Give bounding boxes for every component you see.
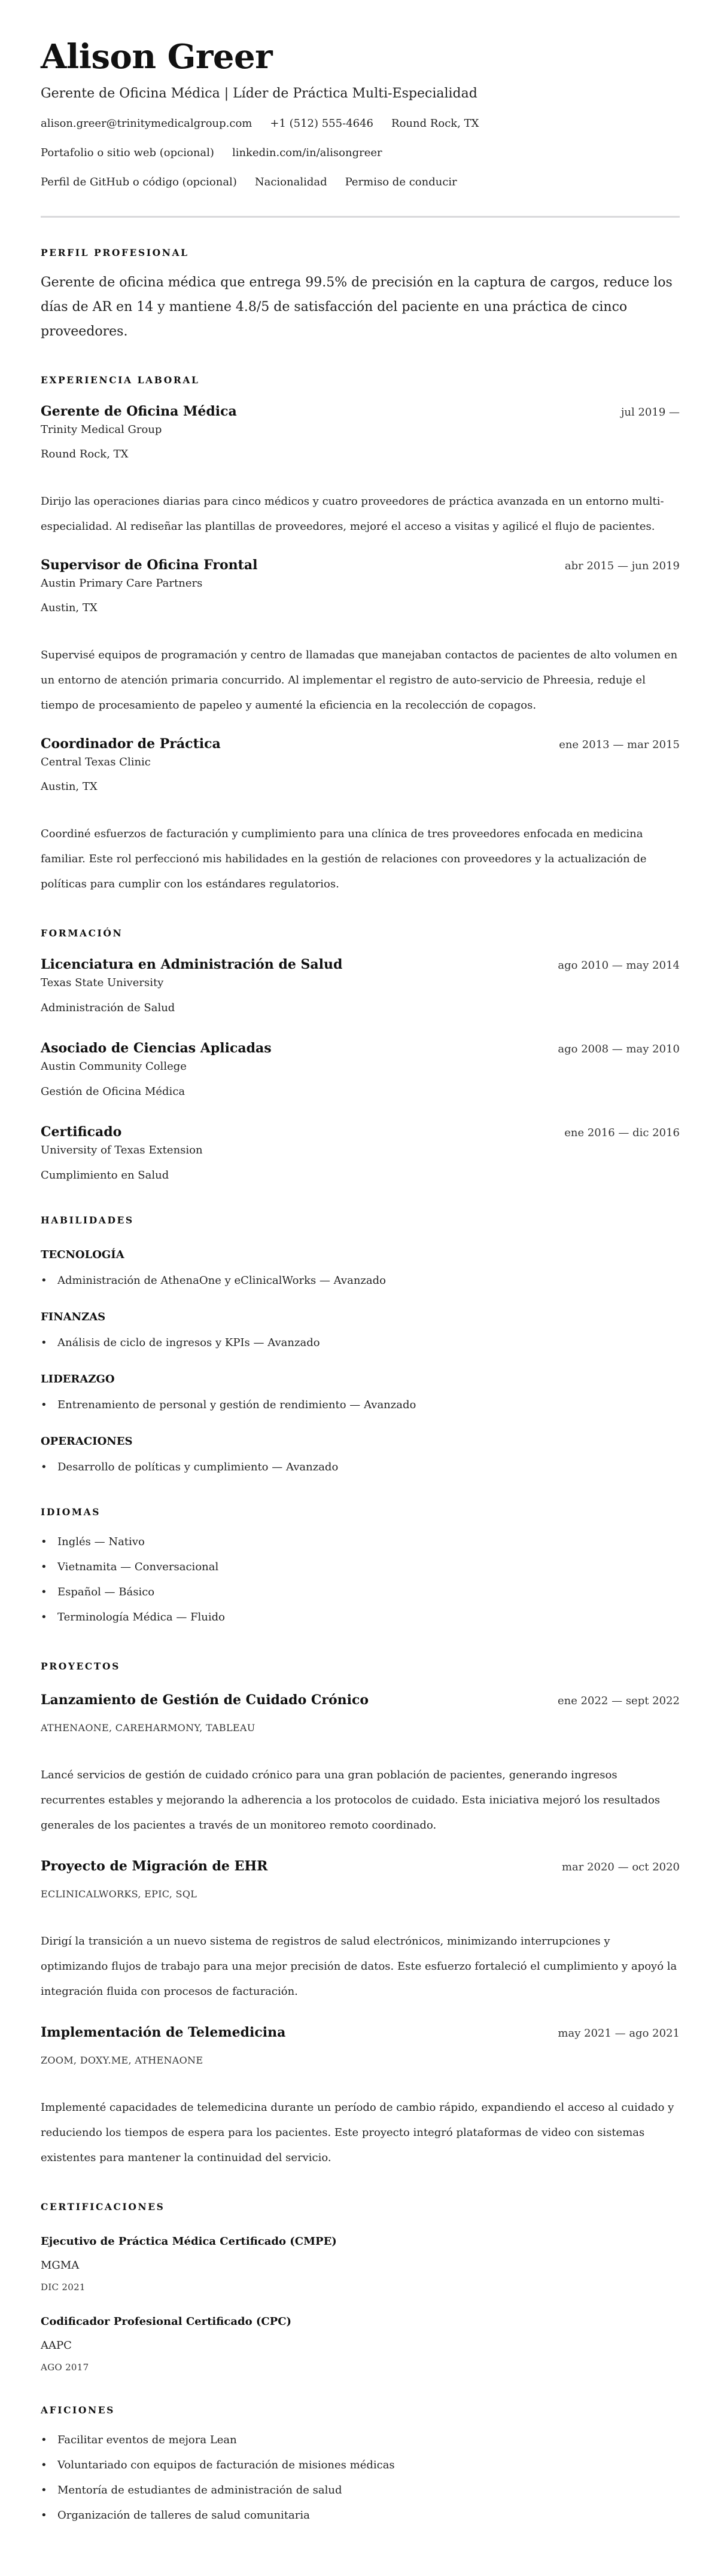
contact-github[interactable]: Perfil de GitHub o código (opcional) bbox=[41, 176, 237, 188]
job-dates: abr 2015 — jun 2019 bbox=[564, 560, 680, 572]
job-dates: ene 2013 — mar 2015 bbox=[559, 738, 680, 751]
project-entry bbox=[41, 1691, 680, 1838]
job-title: Gerente de Oficina Médica bbox=[41, 404, 237, 419]
certification-entry bbox=[41, 2234, 680, 2294]
skill-category-name: LIDERAZGO bbox=[41, 1373, 115, 1385]
skill-list bbox=[41, 1397, 680, 1414]
project-description: Implementé capacidades de telemedicina durante un período de cambio rápido, expandiendo el acceso al cuidado y reduciendo los tiempos de espera para los pacientes. Este proyecto integró plataformas de video con sistemas existentes para mantener la continuidad del servicio. bbox=[41, 2101, 674, 2164]
degree-title: Licenciatura en Administración de Salud bbox=[41, 957, 343, 972]
contact-drivers-license: Permiso de conducir bbox=[345, 176, 457, 188]
contact-row-primary bbox=[41, 115, 680, 132]
hobbies-section bbox=[41, 2404, 680, 2528]
skill-list bbox=[41, 1272, 680, 1289]
skill-list bbox=[41, 1335, 680, 1351]
contact-row-links bbox=[41, 145, 680, 161]
language-item: • Español — Básico bbox=[41, 1580, 680, 1605]
section-title-projects: PROYECTOS bbox=[41, 1661, 120, 1672]
degree-field: Gestión de Oficina Médica bbox=[41, 1085, 185, 1098]
hobby-item: • Organización de talleres de salud comunitaria bbox=[41, 2503, 680, 2528]
certification-entry bbox=[41, 2314, 680, 2374]
header-divider bbox=[41, 216, 680, 218]
section-title-languages: IDIOMAS bbox=[41, 1506, 101, 1518]
skill-category bbox=[41, 1434, 680, 1476]
resume-header bbox=[41, 37, 680, 191]
certification-name: Ejecutivo de Práctica Médica Certificado (CMPE) bbox=[41, 2235, 337, 2248]
certification-org: AAPC bbox=[41, 2339, 72, 2352]
education-entry bbox=[41, 956, 680, 1017]
job-location: Round Rock, TX bbox=[41, 448, 129, 460]
job-company: Trinity Medical Group bbox=[41, 423, 162, 436]
degree-dates: ago 2010 — may 2014 bbox=[558, 959, 680, 972]
summary-text: Gerente de oficina médica que entrega 99.5% de precisión en la captura de cargos, reduce los días de AR en 14 y mantiene 4.8/5 de satisfacción del paciente en una práctica de cinco proveedores. bbox=[41, 275, 673, 339]
project-description: Dirigí la transición a un nuevo sistema de registros de salud electrónicos, minimizando interrupciones y optimizando flujos de trabajo para una mejor precisión de datos. Este esfuerzo fortaleció el cumplimiento y apoyó la integración fluida con procesos de facturación. bbox=[41, 1935, 677, 1998]
section-title-skills: HABILIDADES bbox=[41, 1214, 134, 1226]
certification-org: MGMA bbox=[41, 2259, 80, 2272]
section-title-summary: PERFIL PROFESIONAL bbox=[41, 247, 189, 258]
skill-item: • Entrenamiento de personal y gestión de rendimiento — Avanzado bbox=[41, 1397, 680, 1414]
education-section bbox=[41, 927, 680, 1184]
experience-entry bbox=[41, 556, 680, 718]
language-list bbox=[41, 1530, 680, 1630]
contact-nationality: Nacionalidad bbox=[254, 176, 327, 188]
language-item: • Terminología Médica — Fluido bbox=[41, 1605, 680, 1630]
skill-list bbox=[41, 1459, 680, 1476]
contact-row-extra bbox=[41, 174, 680, 191]
project-tech: ZOOM, DOXY.ME, ATHENAONE bbox=[41, 2055, 203, 2066]
certification-name: Codificador Profesional Certificado (CPC) bbox=[41, 2315, 292, 2328]
degree-title: Asociado de Ciencias Aplicadas bbox=[41, 1040, 272, 1056]
skill-category bbox=[41, 1310, 680, 1351]
school-name: University of Texas Extension bbox=[41, 1144, 203, 1156]
skill-category-name: OPERACIONES bbox=[41, 1435, 133, 1448]
hobby-item: • Facilitar eventos de mejora Lean bbox=[41, 2428, 680, 2453]
project-tech: ATHENAONE, CAREHARMONY, TABLEAU bbox=[41, 1722, 255, 1733]
job-company: Central Texas Clinic bbox=[41, 756, 151, 768]
job-description: Supervisé equipos de programación y centro de llamadas que manejaban contactos de pacientes de alto volumen en un entorno de atención primaria concurrido. Al implementar el registro de auto-servicio de Phreesia, reduje el tiempo de procesamiento de papeleo y aumenté la eficiencia en la recolección de copagos. bbox=[41, 649, 678, 712]
project-description: Lancé servicios de gestión de cuidado crónico para una gran población de pacientes, generando ingresos recurrentes estables y mejorando la adherencia a los protocolos de cuidado. Esta iniciativa mejoró los resultados generales de los pacientes a través de un monitoreo remoto coordinado. bbox=[41, 1769, 661, 1832]
section-title-certifications: CERTIFICACIONES bbox=[41, 2201, 165, 2212]
skill-category bbox=[41, 1247, 680, 1289]
job-company: Austin Primary Care Partners bbox=[41, 577, 203, 590]
contact-linkedin[interactable]: linkedin.com/in/alisongreer bbox=[232, 146, 382, 159]
certification-date: AGO 2017 bbox=[41, 2362, 89, 2373]
certifications-section bbox=[41, 2200, 680, 2374]
certification-date: DIC 2021 bbox=[41, 2282, 86, 2293]
job-title: Coordinador de Práctica bbox=[41, 736, 221, 752]
skill-category-name: FINANZAS bbox=[41, 1311, 106, 1323]
section-title-experience: EXPERIENCIA LABORAL bbox=[41, 374, 200, 386]
project-dates: mar 2020 — oct 2020 bbox=[561, 1861, 680, 1873]
skill-category bbox=[41, 1372, 680, 1414]
degree-title: Certificado bbox=[41, 1124, 122, 1140]
degree-dates: ene 2016 — dic 2016 bbox=[564, 1127, 680, 1139]
skills-section bbox=[41, 1214, 680, 1476]
job-location: Austin, TX bbox=[41, 780, 98, 793]
job-location: Austin, TX bbox=[41, 602, 98, 614]
education-entry bbox=[41, 1039, 680, 1100]
language-item: • Inglés — Nativo bbox=[41, 1530, 680, 1555]
degree-dates: ago 2008 — may 2010 bbox=[558, 1043, 680, 1055]
school-name: Texas State University bbox=[41, 976, 164, 989]
job-description: Coordiné esfuerzos de facturación y cumplimiento para una clínica de tres proveedores enfocada en medicina familiar. Este rol perfeccionó mis habilidades en la gestión de relaciones con proveedores y la actualización de políticas para cumplir con los estándares regulatorios. bbox=[41, 828, 647, 890]
summary-section bbox=[41, 246, 680, 344]
project-name: Lanzamiento de Gestión de Cuidado Crónico bbox=[41, 1692, 369, 1708]
degree-field: Administración de Salud bbox=[41, 1002, 175, 1014]
hobby-list bbox=[41, 2428, 680, 2528]
candidate-name: Alison Greer bbox=[41, 37, 273, 77]
job-dates: jul 2019 — bbox=[620, 406, 680, 419]
project-dates: ene 2022 — sept 2022 bbox=[557, 1695, 680, 1707]
languages-section bbox=[41, 1506, 680, 1630]
contact-location: Round Rock, TX bbox=[391, 117, 479, 130]
skill-item: • Administración de AthenaOne y eClinicalWorks — Avanzado bbox=[41, 1272, 680, 1289]
degree-field: Cumplimiento en Salud bbox=[41, 1169, 169, 1182]
hobby-item: • Voluntariado con equipos de facturación de misiones médicas bbox=[41, 2453, 680, 2478]
skill-item: • Desarrollo de políticas y cumplimiento — Avanzado bbox=[41, 1459, 680, 1476]
job-title: Supervisor de Oficina Frontal bbox=[41, 557, 258, 573]
language-item: • Vietnamita — Conversacional bbox=[41, 1555, 680, 1580]
experience-entry bbox=[41, 402, 680, 539]
project-tech: ECLINICALWORKS, EPIC, SQL bbox=[41, 1888, 197, 1900]
project-entry bbox=[41, 2023, 680, 2171]
projects-section bbox=[41, 1660, 680, 2171]
project-name: Implementación de Telemedicina bbox=[41, 2025, 286, 2040]
education-entry bbox=[41, 1123, 680, 1184]
section-title-hobbies: AFICIONES bbox=[41, 2404, 115, 2416]
contact-portfolio[interactable]: Portafolio o sitio web (opcional) bbox=[41, 146, 214, 159]
experience-section bbox=[41, 374, 680, 897]
contact-phone[interactable]: +1 (512) 555-4646 bbox=[270, 117, 374, 130]
project-entry bbox=[41, 1857, 680, 2004]
experience-entry bbox=[41, 735, 680, 897]
job-description: Dirijo las operaciones diarias para cinco médicos y cuatro proveedores de práctica avanzada en un entorno multi-especialidad. Al rediseñar las plantillas de proveedores, mejoré el acceso a visitas y agilicé el flujo de pacientes. bbox=[41, 495, 664, 533]
hobby-item: • Mentoría de estudiantes de administración de salud bbox=[41, 2478, 680, 2503]
school-name: Austin Community College bbox=[41, 1060, 187, 1073]
section-title-education: FORMACIÓN bbox=[41, 927, 123, 939]
project-name: Proyecto de Migración de EHR bbox=[41, 1858, 268, 1874]
contact-email[interactable]: alison.greer@trinitymedicalgroup.com bbox=[41, 117, 252, 130]
skill-category-name: TECNOLOGÍA bbox=[41, 1249, 124, 1261]
project-dates: may 2021 — ago 2021 bbox=[558, 2027, 680, 2040]
candidate-headline: Gerente de Oficina Médica | Líder de Práctica Multi-Especialidad bbox=[41, 86, 477, 101]
skill-item: • Análisis de ciclo de ingresos y KPIs — Avanzado bbox=[41, 1335, 680, 1351]
